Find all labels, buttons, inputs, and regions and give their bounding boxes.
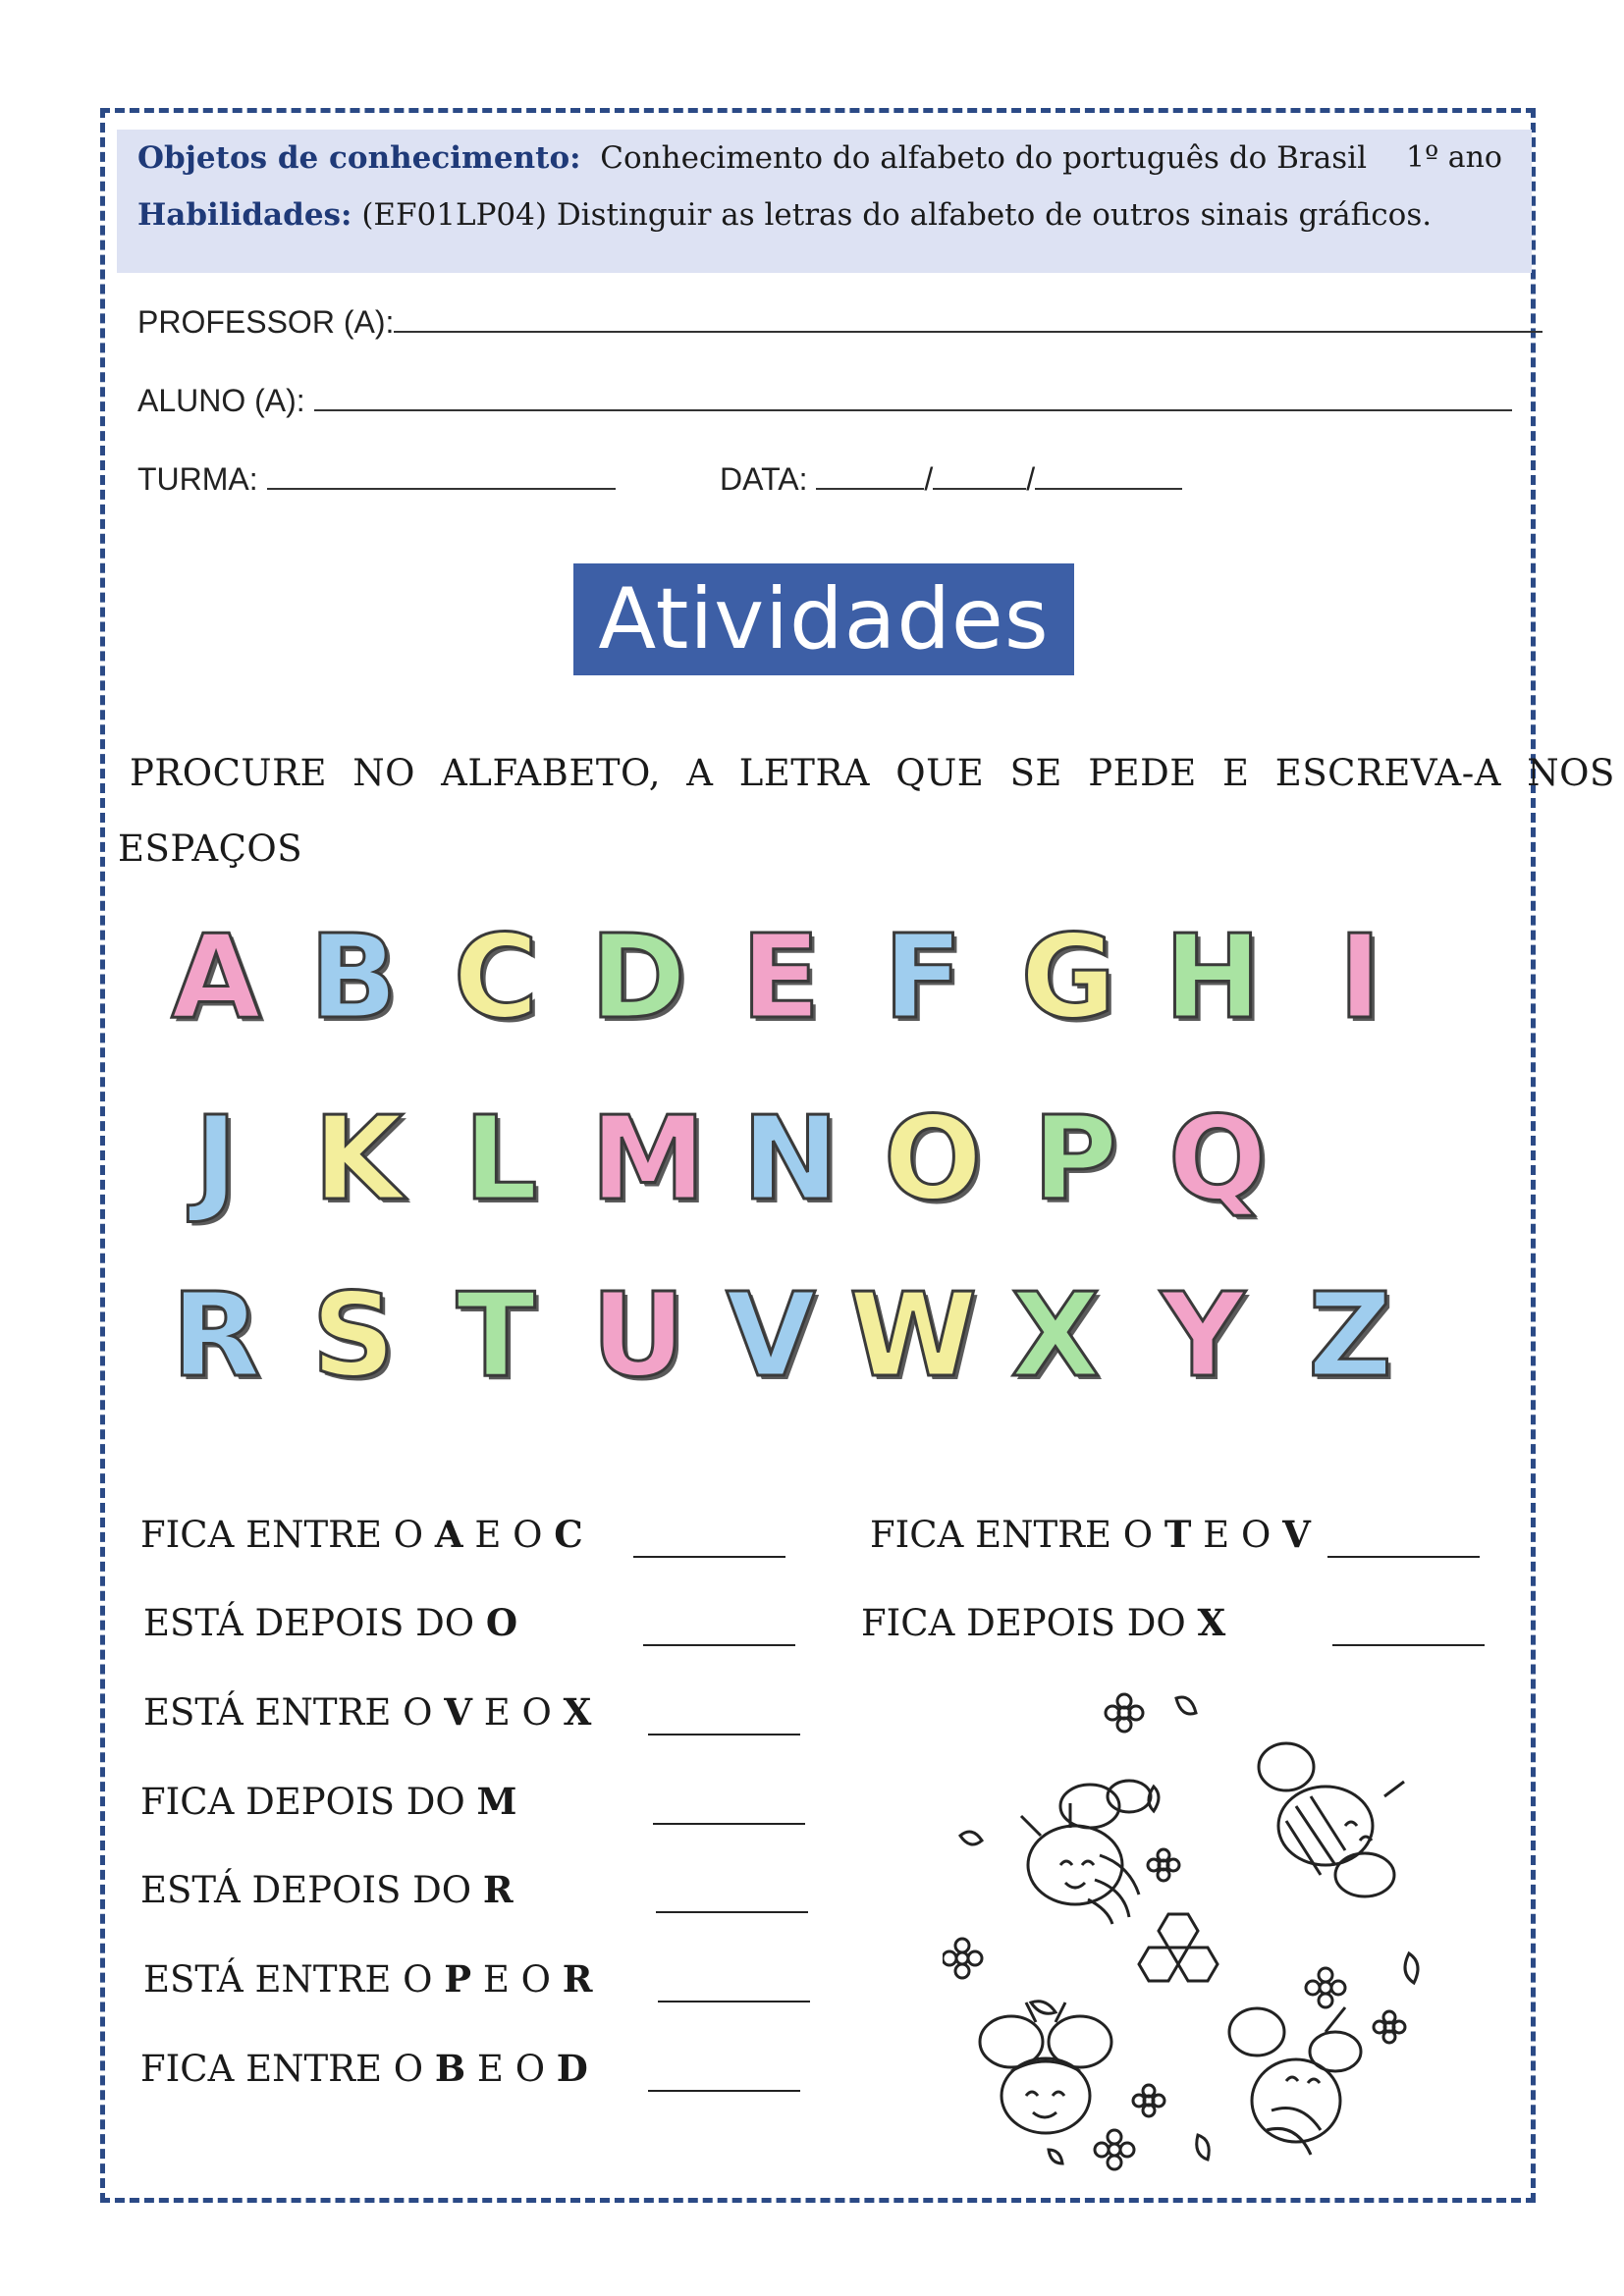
- student-field[interactable]: [137, 383, 1512, 419]
- flower-icon: [943, 1939, 982, 1978]
- leaf-icon: [1049, 2150, 1062, 2163]
- question-text: [143, 1690, 591, 1734]
- question-prefix: FICA ENTRE O: [870, 1514, 1164, 1556]
- leaf-icon: [1149, 1787, 1159, 1811]
- alphabet-letter-i: I: [1338, 909, 1381, 1044]
- alphabet-letter-u: U: [591, 1267, 685, 1403]
- teacher-label: PROFESSOR (A):: [137, 304, 395, 340]
- question-text: [870, 1513, 1311, 1556]
- bee-icon: [1259, 1743, 1404, 1896]
- alphabet-letter-c: C: [453, 909, 539, 1044]
- skills-value: (EF01LP04) Distinguir as letras do alfabeto de outros sinais gráficos.: [361, 197, 1433, 233]
- honeycomb-icon: [1139, 1914, 1218, 1981]
- question-letter: R: [562, 1957, 593, 2001]
- question-text: [861, 1601, 1225, 1644]
- alphabet-letter-q: Q: [1167, 1091, 1268, 1226]
- objects-value: Conhecimento do alfabeto do português do Brasil: [600, 140, 1367, 176]
- objects-label: Objetos de conhecimento:: [137, 140, 581, 176]
- question-letter: A: [434, 1513, 463, 1556]
- alphabet-letter-b: B: [309, 909, 398, 1044]
- alphabet-letter-o: O: [883, 1091, 983, 1226]
- skills-label: Habilidades:: [137, 197, 352, 233]
- answer-blank[interactable]: [633, 1554, 785, 1558]
- question-letter: V: [1282, 1513, 1311, 1556]
- alphabet-letter-y: Y: [1161, 1267, 1245, 1403]
- question-letter: X: [563, 1690, 592, 1734]
- alphabet-grid: [157, 883, 1473, 1433]
- question-letter: C: [554, 1513, 583, 1556]
- alphabet-letter-h: H: [1164, 909, 1262, 1044]
- alphabet-letter-e: E: [740, 909, 821, 1044]
- teacher-field[interactable]: [137, 304, 1543, 341]
- alphabet-letter-m: M: [590, 1091, 706, 1226]
- alphabet-letter-l: L: [463, 1091, 538, 1226]
- alphabet-letter-d: D: [590, 909, 686, 1044]
- question-letter: M: [476, 1780, 517, 1823]
- question-prefix: FICA ENTRE O: [140, 2048, 435, 2090]
- question-letter: O: [485, 1601, 518, 1644]
- question-letter: B: [434, 2047, 466, 2090]
- answer-blank[interactable]: [643, 1642, 795, 1646]
- bees-illustration: [943, 1688, 1453, 2179]
- question-letter: D: [556, 2047, 588, 2090]
- alphabet-letter-n: N: [741, 1091, 839, 1226]
- question-prefix: ESTÁ DEPOIS DO: [140, 1869, 483, 1911]
- alphabet-letter-g: G: [1020, 909, 1116, 1044]
- question-prefix: FICA DEPOIS DO: [140, 1781, 477, 1823]
- teacher-line[interactable]: [394, 305, 1543, 333]
- question-letter: P: [444, 1957, 472, 2001]
- alphabet-letter-f: F: [883, 909, 963, 1044]
- alphabet-letter-s: S: [311, 1267, 396, 1403]
- alphabet-letter-a: A: [171, 909, 261, 1044]
- alphabet-letter-v: V: [726, 1267, 816, 1403]
- date-label: DATA:: [720, 461, 808, 497]
- answer-blank[interactable]: [648, 2088, 800, 2092]
- alphabet-letter-j: J: [194, 1091, 238, 1226]
- answer-blank[interactable]: [653, 1821, 805, 1825]
- answer-blank[interactable]: [658, 1999, 810, 2002]
- leaf-icon: [1176, 1697, 1196, 1714]
- flower-icon: [1374, 2011, 1405, 2043]
- date-month-line[interactable]: [933, 462, 1026, 490]
- grade-label: 1º ano: [1406, 140, 1502, 175]
- question-prefix: FICA ENTRE O: [140, 1514, 435, 1556]
- alphabet-letter-p: P: [1032, 1091, 1118, 1226]
- skills-line: [137, 197, 1432, 233]
- student-line[interactable]: [314, 384, 1512, 411]
- bee-icon: [980, 2002, 1111, 2133]
- instruction-line-1: PROCURE NO ALFABETO, A LETRA QUE SE PEDE E ESCREVA-A NOS: [130, 752, 1615, 794]
- alphabet-letter-k: K: [313, 1091, 404, 1226]
- question-text: [140, 1513, 583, 1556]
- answer-blank[interactable]: [1327, 1554, 1480, 1558]
- objects-line: [137, 140, 1367, 176]
- question-text: [140, 1868, 514, 1911]
- question-mid: E O: [462, 1514, 555, 1556]
- instruction-line-2: ESPAÇOS: [118, 828, 303, 870]
- question-text: [140, 1780, 516, 1823]
- flower-icon: [1106, 1694, 1143, 1732]
- flower-icon: [1148, 1849, 1179, 1881]
- question-letter: V: [444, 1690, 472, 1734]
- bee-icon: [1229, 2007, 1361, 2155]
- question-letter: T: [1164, 1513, 1192, 1556]
- alphabet-letter-x: X: [1010, 1267, 1101, 1403]
- bee-icon: [1021, 1781, 1151, 1924]
- question-letter: R: [482, 1868, 514, 1911]
- date-separator: /: [1026, 461, 1036, 497]
- question-prefix: ESTÁ ENTRE O: [143, 1958, 445, 2001]
- question-prefix: ESTÁ ENTRE O: [143, 1691, 445, 1734]
- answer-blank[interactable]: [1332, 1642, 1485, 1646]
- alphabet-letter-z: Z: [1308, 1267, 1392, 1403]
- class-field[interactable]: [137, 461, 616, 498]
- question-letter: X: [1197, 1601, 1226, 1644]
- question-mid: E O: [471, 1958, 563, 2001]
- date-field[interactable]: [720, 461, 1182, 498]
- activities-title: Atividades: [573, 563, 1074, 675]
- flower-icon: [1133, 2085, 1164, 2116]
- leaf-icon: [1197, 2135, 1210, 2160]
- question-mid: E O: [472, 1691, 564, 1734]
- class-label: TURMA:: [137, 461, 258, 497]
- date-day-line[interactable]: [816, 462, 924, 490]
- alphabet-letter-t: T: [456, 1267, 536, 1403]
- student-label: ALUNO (A):: [137, 383, 305, 418]
- question-text: [140, 2047, 588, 2090]
- leaf-icon: [1031, 2002, 1056, 2014]
- leaf-icon: [960, 1832, 982, 1844]
- alphabet-letter-r: R: [171, 1267, 261, 1403]
- date-year-line[interactable]: [1035, 462, 1182, 490]
- date-separator: /: [924, 461, 934, 497]
- question-mid: E O: [465, 2048, 557, 2090]
- answer-blank[interactable]: [656, 1909, 808, 1913]
- class-line[interactable]: [267, 462, 616, 490]
- question-text: [143, 1957, 593, 2001]
- flower-icon: [1095, 2130, 1134, 2169]
- answer-blank[interactable]: [648, 1732, 800, 1735]
- question-prefix: ESTÁ DEPOIS DO: [143, 1602, 486, 1644]
- leaf-icon: [1405, 1953, 1418, 1983]
- question-prefix: FICA DEPOIS DO: [861, 1602, 1198, 1644]
- question-text: [143, 1601, 517, 1644]
- flower-icon: [1306, 1968, 1345, 2007]
- question-mid: E O: [1191, 1514, 1283, 1556]
- alphabet-letter-w: W: [849, 1267, 978, 1403]
